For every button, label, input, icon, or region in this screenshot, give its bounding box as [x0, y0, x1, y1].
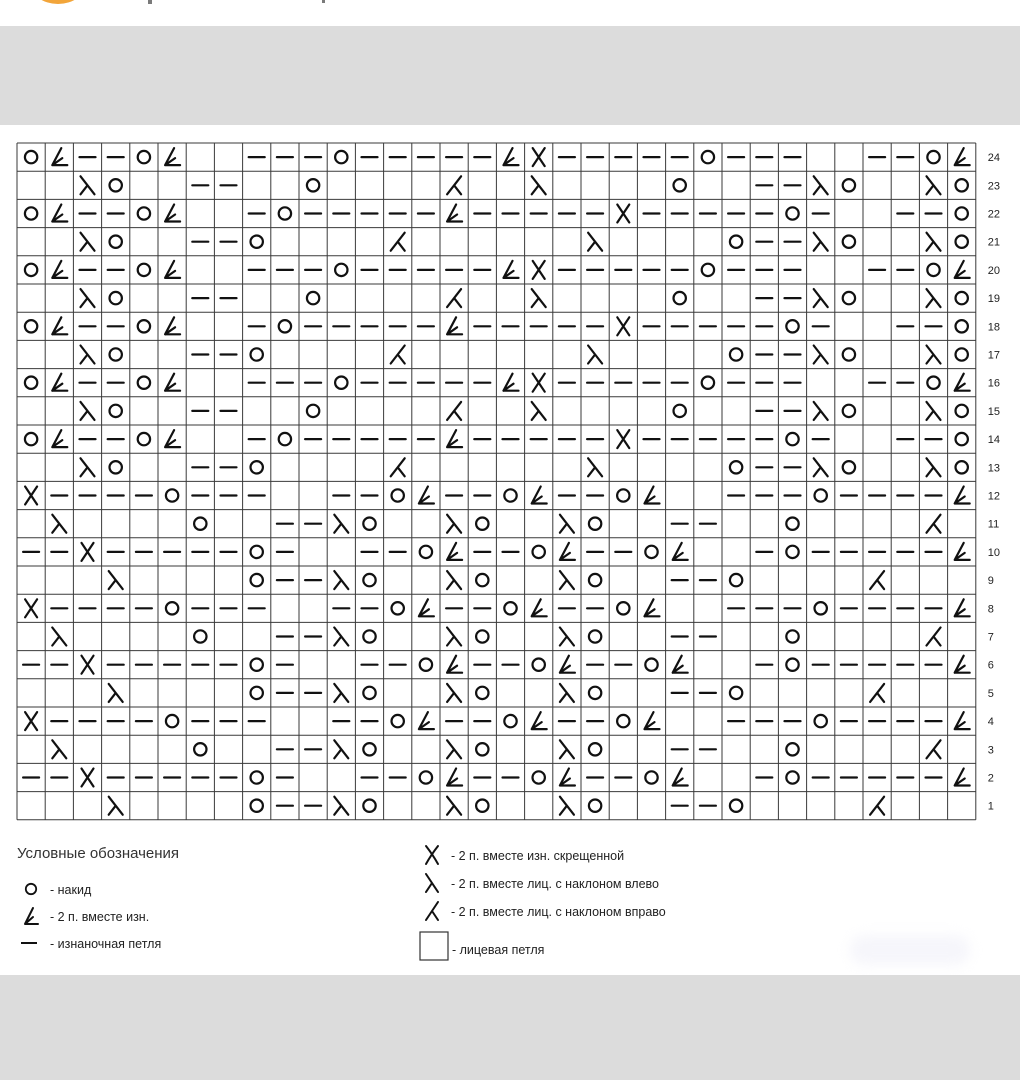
glare [850, 935, 970, 965]
purl-2-together-legend-icon [20, 905, 42, 927]
knit-2-together-left-legend-icon [421, 871, 443, 895]
purl-legend-icon [18, 935, 40, 951]
row-number-label: 16 [987, 377, 1001, 390]
top-mark [322, 0, 325, 3]
row-number-label: 3 [987, 744, 994, 757]
row-number-label: 7 [987, 631, 994, 644]
legend-p2tog-text: - 2 п. вместе изн. [50, 910, 150, 924]
row-number-label: 6 [987, 659, 994, 672]
row-number-label: 20 [987, 264, 1001, 277]
legend-right-text: - 2 п. вместе лиц. с наклоном вправо [451, 905, 666, 919]
row-number-label: 11 [987, 518, 1000, 531]
row-labels [988, 152, 1000, 813]
legend-crossed-text: - 2 п. вместе изн. скрещенной [451, 849, 625, 863]
row-number-label: 12 [987, 490, 1001, 503]
legend-yo-text: - накид [50, 883, 92, 897]
legend-purl-text: - изнаночная петля [50, 937, 162, 951]
row-number-label: 13 [987, 462, 1001, 475]
top-mark [148, 0, 152, 4]
row-number-label: 8 [987, 603, 994, 616]
row-number-label: 23 [987, 180, 1001, 193]
row-number-label: 21 [987, 236, 1001, 249]
row-number-label: 18 [987, 321, 1001, 334]
row-number-label: 19 [987, 293, 1001, 306]
legend-knit-text: - лицевая петля [452, 943, 545, 957]
yarn-over-legend-icon [20, 880, 42, 898]
purl-2-together-crossed-legend-icon [421, 843, 443, 867]
row-number-label: 15 [987, 405, 1001, 418]
row-number-label: 5 [987, 687, 994, 700]
row-number-label: 14 [987, 434, 1001, 447]
knit-2-together-right-legend-icon [421, 899, 443, 923]
row-number-label: 24 [987, 152, 1001, 165]
row-number-label: 17 [987, 349, 1001, 362]
row-number-label: 10 [987, 546, 1001, 559]
row-number-label: 22 [987, 208, 1001, 221]
top-strip [0, 0, 1020, 26]
legend-left-text: - 2 п. вместе лиц. с наклоном влево [451, 877, 660, 891]
chart-card [0, 125, 1020, 975]
knit-legend-icon [419, 931, 451, 963]
legend-title: Условные обозначения [17, 845, 180, 862]
row-number-label: 4 [987, 716, 994, 729]
row-number-label: 2 [987, 772, 994, 785]
row-number-label: 9 [987, 575, 994, 588]
row-number-label: 1 [987, 800, 994, 813]
logo-ring-icon [30, 0, 86, 4]
